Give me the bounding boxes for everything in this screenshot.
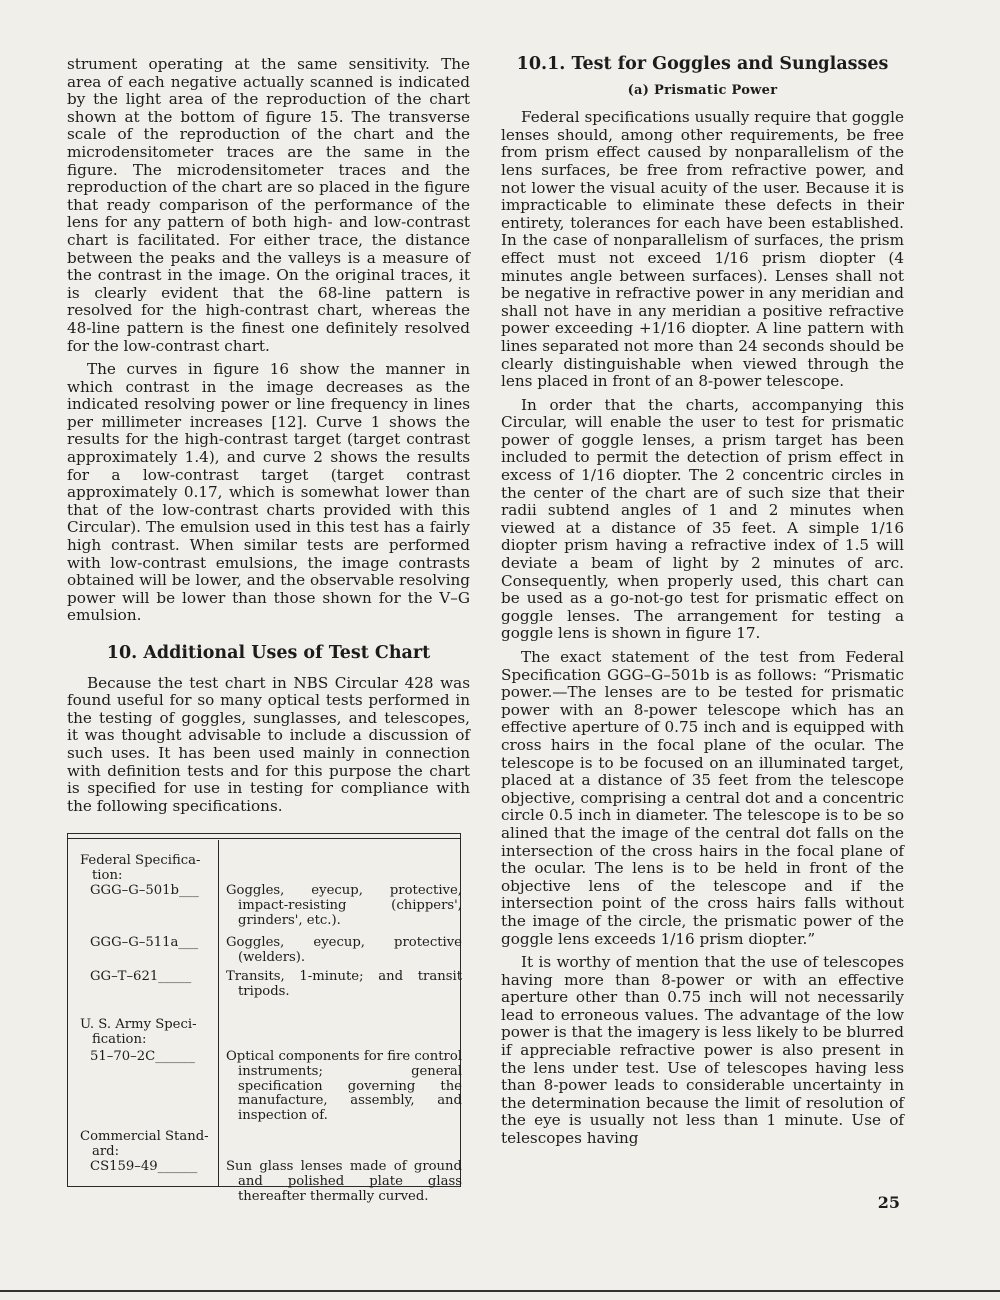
left-column [67, 55, 470, 1204]
spec-description: Goggles, eyecup, protective (welders). [226, 935, 462, 965]
spec-code: GGG–G–511a___ [90, 935, 199, 951]
spec-description: Optical components for fire control instruments; general specification governing the manufacture, assembly, and inspection of. [226, 1049, 462, 1123]
spec-code: 51–70–2C______ [90, 1049, 195, 1065]
body-paragraph: In order that the charts, accompanying this Circular, will enable the user to test for prismatic power of goggle lenses, a prism target has been included to permit the detection of prism effect in excess of 1/16 diopter. The 2 concentric circles in the center of the chart are of such size that their radii subtend angles of 1 and 2 minutes when viewed at a distance of 35 feet. A simple 1/16 diopter prism having a refractive index of 1.5 will deviate a beam of light by 2 minutes of arc. Consequently, when properly used, this chart can be used as a go-not-go test for prismatic effect on goggle lenses. The arrangement for testing a goggle lens is shown in figure 17. [501, 395, 904, 643]
spec-code: GGG–G–501b___ [90, 883, 199, 899]
spec-code: CS159–49______ [90, 1159, 198, 1175]
spec-description: Transits, 1-minute; and transit tripods. [226, 969, 462, 999]
spec-code: GG–T–621_____ [90, 969, 192, 985]
spec-description: Sun glass lenses made of ground and polished plate glass thereafter thermally curved. [226, 1159, 462, 1204]
table-top-rule [68, 838, 460, 839]
specifications-table [67, 833, 462, 1204]
section-heading: 10. Additional Uses of Test Chart [106, 643, 431, 663]
subsection-heading: (a) Prismatic Power [627, 82, 778, 98]
section-heading: 10.1. Test for Goggles and Sunglasses [516, 54, 889, 74]
body-paragraph: Federal specifications usually require that goggle lenses should, among other requirements, be free from prism effect caused by nonparallelism of the lens surfaces, be free from refractive power, and not lower the visual acuity of the user. Because it is impracticable to eliminate these defects in their entirety, tolerances for each have been established. In the case of nonparallelism of surfaces, the prism effect must not exceed 1/16 prism diopter (4 minutes angle between surfaces). Lenses shall not be negative in refractive power in any meridian and shall not have in any meridian a positive refractive power exceeding +1/16 diopter. A line pattern with lines separated not more than 24 seconds should be clearly distinguishable when viewed through the lens placed in front of an 8-power telescope. [501, 108, 904, 391]
body-paragraph: Because the test chart in NBS Circular 428 was found useful for so many optical tests performed in the testing of goggles, sunglasses, and telescopes, it was thought advisable to include a discussion of such uses. It has been used mainly in connection with definition tests and for this purpose the chart is specified for use in testing for compliance with the following specifications. [67, 673, 470, 815]
body-paragraph: The curves in figure 16 show the manner in which contrast in the image decreases as the indicated resolving power or line frequency in lines per millimeter increases [12]. Curve 1 shows the results for the high-contrast target (target contrast approximately 1.4), and curve 2 shows the results for a low-contrast target (target contrast approximately 0.17, which is somewhat lower than that of the low-contrast charts provided with this Circular). The emulsion used in this test has a fairly high contrast. When similar tests are performed with low-contrast emulsions, the image contrasts obtained will be lower, and the observable resolving power will be lower than those shown for the V–G emulsion. [67, 360, 470, 625]
group-heading-text: U. S. Army Speci-fication: [80, 1017, 197, 1047]
body-paragraph: strument operating at the same sensitivity. The area of each negative actually scanned is indicated by the light area of the reproduction of the chart shown at the bottom of figure 15. The transverse scale of the reproduction of the chart and the microdensitometer traces are the same in the figure. The microdensitometer traces and the reproduction of the chart are so placed in the figure that ready comparison of the performance of the lens for any pattern of both high- and low-contrast chart is facilitated. For either trace, the distance between the peaks and the valleys is a measure of the contrast in the image. On the original traces, it is clearly evident that the 68-line pattern is resolved for the high-contrast chart, whereas the 48-line pattern is the finest one definitely resolved for the low-contrast chart. [67, 55, 470, 355]
page-number: 25 [877, 1193, 900, 1212]
page-bottom-edge [0, 1290, 1000, 1292]
spec-description: Goggles, eyecup, protective, impact-resisting (chippers', grinders', etc.). [226, 883, 462, 928]
body-paragraph: The exact statement of the test from Federal Specification GGG–G–501b is as follows: “Prismatic power.—The lenses are to be tested for prismatic power with an 8-power telescope which has an effective aperture of 0.75 inch and is equipped with cross hairs in the focal plane of the ocular. The telescope is to be focused on an illuminated target, placed at a distance of 35 feet from the telescope objective, comprising a central dot and a concentric circle 0.5 inch in diameter. The telescope is to be so alined that the image of the central dot falls on the intersection of the cross hairs in the focal plane of the ocular. The lens is to be held in front of the objective lens of the telescope and if the intersection point of the cross hairs falls without the image of the circle, the prismatic power of the goggle lens exceeds 1/16 prism diopter.” [501, 648, 904, 948]
right-column [501, 56, 904, 1154]
group-heading-text: Commercial Stand-ard: [80, 1129, 209, 1159]
body-paragraph: It is worthy of mention that the use of telescopes having more than 8-power or with an effective aperture other than 0.75 inch will not necessarily lead to erroneous values. The advantage of the low power is that the imagery is less likely to be blurred if appreciable refractive power is also present in the lens under test. Use of telescopes having less than 8-power leads to considerable uncertainty in the determination because the limit of resolution of the eye is usually not less than 1 minute. Use of telescopes having [501, 953, 904, 1148]
group-heading-text: Federal Specifica-tion: [80, 853, 201, 883]
